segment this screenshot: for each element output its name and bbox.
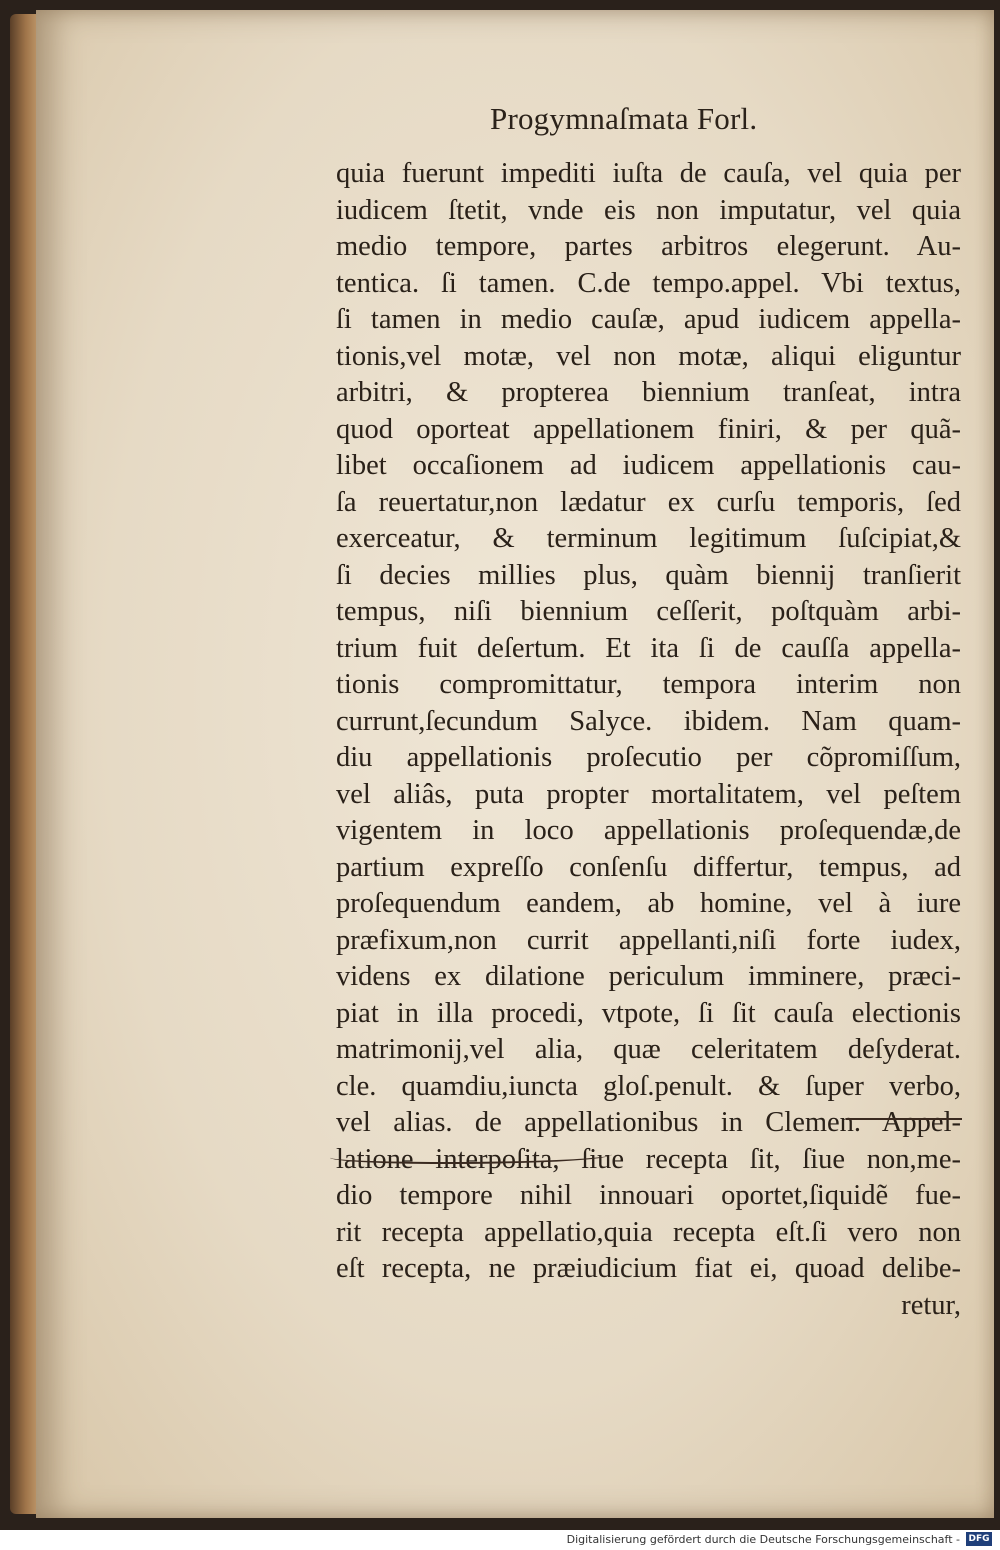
text-line: latione interpoſita, ſiue recepta ſit, ſiue non,me- [336,1143,961,1175]
text-line: exerceatur, & terminum legitimum ſuſcipiat,& [336,523,961,554]
text-line: iudicem ſtetit, vnde eis non imputatur, vel quia [336,194,961,226]
digitization-footer [0,1530,1000,1550]
text-line: libet occaſionem ad iudicem appellationis cau- [336,450,961,481]
dfg-logo-icon[interactable]: DFG [966,1532,992,1546]
text-line: ſi decies millies plus, quàm biennij tranſierit [336,559,961,591]
text-line: tempus, niſi biennium ceſſerit, poſtquàm arbi- [336,596,961,627]
text-line: partium expreſſo conſenſu differtur, tempus, ad [336,851,961,883]
running-head: Progymnaſmata Forl. [490,101,758,136]
text-line: dio tempore nihil innouari oportet,ſiquidẽ fue- [336,1180,961,1211]
catchword: retur, [901,1289,961,1321]
text-line: currunt,ſecundum Salyce. ibidem. Nam quam- [336,705,961,737]
text-line: rit recepta appellatio,quia recepta eſt.ſi vero non [336,1216,961,1248]
text-line: vigentem in loco appellationis proſequendæ,de [336,815,961,846]
text-line: præfixum,non currit appellanti,niſi forte iudex, [336,924,961,956]
text-line: trium fuit deſertum. Et ita ſi de cauſſa appella- [336,632,961,664]
text-line: diu appellationis proſecutio per cõpromiſſum, [336,742,961,773]
text-line: ſi tamen in medio cauſæ, apud iudicem appella- [336,304,961,335]
text-line: matrimonij,vel alia, quæ celeritatem deſyderat. [336,1034,961,1065]
text-line: ſa reuertatur,non lædatur ex curſu temporis, ſed [336,486,961,518]
handwritten-underline [846,1110,962,1120]
text-line: medio tempore, partes arbitros elegerunt. Au- [336,231,961,262]
text-line: tionis,vel motæ, vel non motæ, aliqui eliguntur [336,340,961,372]
text-line: quia fuerunt impediti iuſta de cauſa, vel quia per [336,158,961,189]
text-line: vel aliâs, puta propter mortalitatem, vel peſtem [336,778,961,810]
text-line: cle. quamdiu,iuncta gloſ.penult. & ſuper verbo, [336,1070,961,1102]
text-line: vel alias. de appellationibus in Clemen. Appel- [336,1107,961,1138]
text-line: proſequendum eandem, ab homine, vel à iure [336,888,961,919]
text-line: piat in illa procedi, vtpote, ſi ſit cauſa electionis [336,997,961,1029]
text-line: arbitri, & propterea biennium tranſeat, intra [336,377,961,408]
text-line: tentica. ſi tamen. C.de tempo.appel. Vbi textus, [336,267,961,299]
text-line: videns ex dilatione periculum imminere, præci- [336,961,961,992]
text-line: eſt recepta, ne præiudicium fiat ei, quoad delibe- [336,1253,961,1284]
text-line: quod oporteat appellationem finiri, & per quã- [336,413,961,445]
text-line: tionis compromittatur, tempora interim non [336,669,961,700]
funding-credit: Digitalisierung gefördert durch die Deutsche Forschungsgemeinschaft - [566,1533,960,1546]
